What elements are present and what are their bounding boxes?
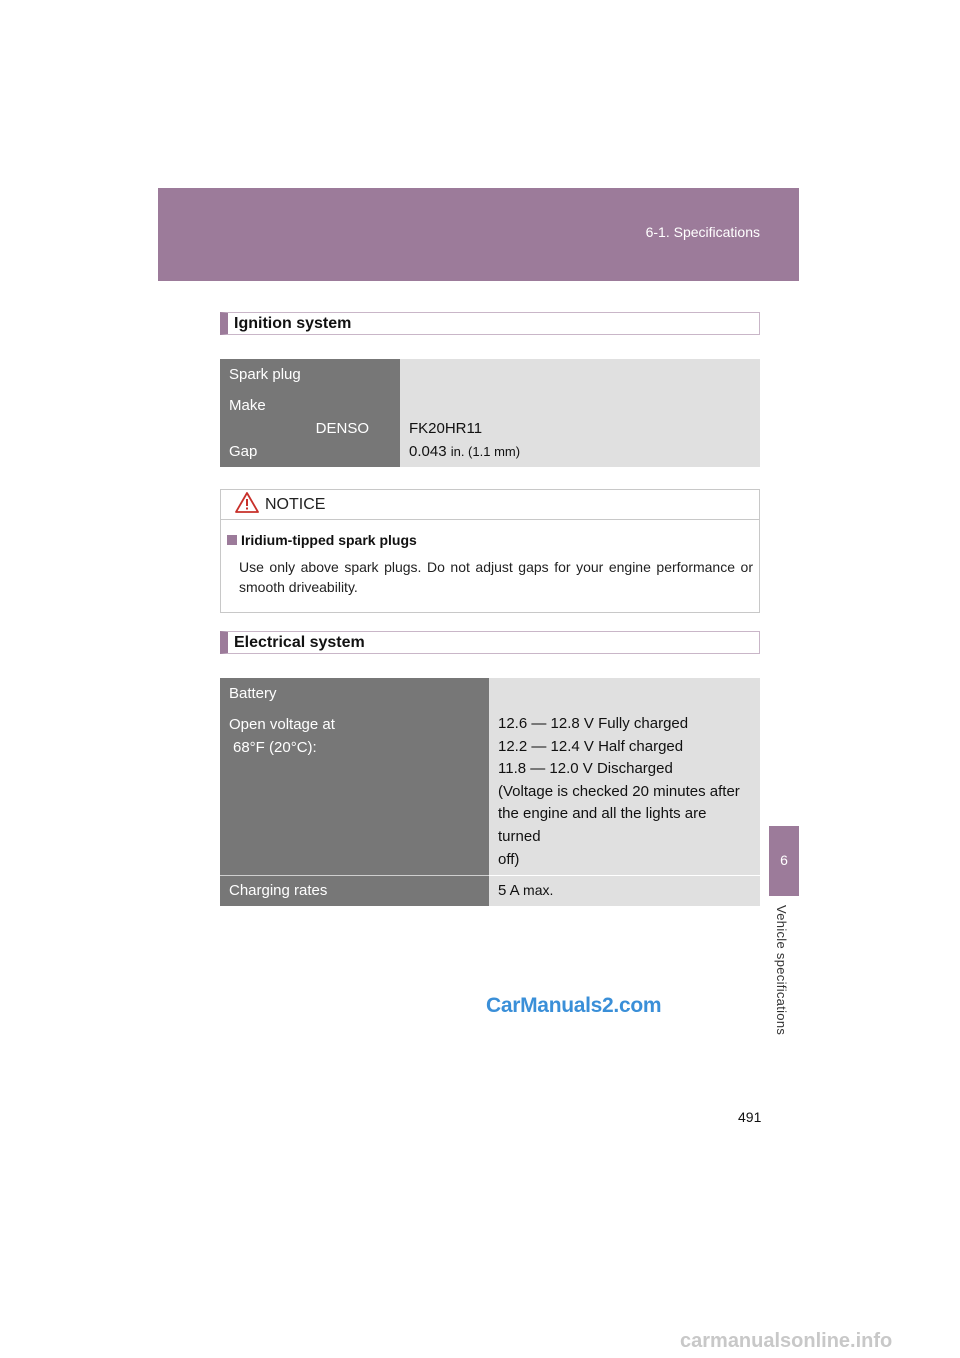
battery-values bbox=[489, 678, 760, 876]
ignition-heading: Ignition system bbox=[220, 312, 760, 335]
notice-body: Use only above spark plugs. Do not adjust gaps for your engine performance or smooth driveability. bbox=[239, 559, 753, 595]
warning-icon bbox=[235, 492, 259, 513]
gap-unit: in. (1.1 mm) bbox=[450, 444, 521, 459]
gap-label: Gap bbox=[229, 443, 258, 460]
electrical-table bbox=[220, 678, 760, 906]
battery-label: Battery bbox=[229, 685, 277, 702]
watermark-link[interactable]: CarManuals2.com bbox=[486, 994, 662, 1017]
table-row bbox=[220, 876, 760, 906]
voltage-line: 11.8 — 12.0 V Discharged bbox=[498, 760, 673, 778]
page-number: 491 bbox=[738, 1109, 762, 1125]
chapter-label: Vehicle specifications bbox=[774, 905, 789, 1036]
make-value: FK20HR11 bbox=[409, 420, 483, 437]
section-title: 6-1. Specifications bbox=[645, 224, 760, 240]
make-brand: DENSO bbox=[315, 420, 369, 437]
voltage-line: the engine and all the lights are turned bbox=[498, 805, 707, 845]
make-label: Make bbox=[229, 397, 266, 414]
charging-label: Charging rates bbox=[220, 876, 489, 906]
table-row bbox=[220, 678, 760, 876]
battery-labels bbox=[220, 678, 489, 876]
footer-watermark: carmanualsonline.info bbox=[680, 1330, 893, 1352]
voltage-label-1: Open voltage at bbox=[229, 716, 335, 733]
notice-header bbox=[221, 490, 759, 520]
voltage-line: (Voltage is checked 20 minutes after bbox=[498, 782, 740, 800]
gap-value: 0.043 bbox=[409, 443, 447, 460]
charging-value-cell bbox=[489, 876, 760, 906]
notice-subheading: Iridium-tipped spark plugs bbox=[227, 532, 759, 548]
gap-value-line bbox=[409, 440, 751, 463]
notice-title: NOTICE bbox=[265, 496, 326, 513]
bullet-square-icon bbox=[227, 535, 237, 545]
charging-value: 5 A bbox=[498, 882, 519, 900]
spark-plug-label: Spark plug bbox=[229, 366, 301, 383]
chapter-tab[interactable]: 6 bbox=[769, 826, 799, 896]
voltage-label-2: 68°F (20°C): bbox=[233, 739, 317, 756]
table-row bbox=[220, 359, 760, 467]
spark-plug-labels bbox=[220, 359, 400, 467]
ignition-table bbox=[220, 359, 760, 467]
spark-plug-values bbox=[400, 359, 760, 467]
electrical-heading: Electrical system bbox=[220, 631, 760, 654]
voltage-line: 12.2 — 12.4 V Half charged bbox=[498, 737, 684, 755]
charging-unit: max. bbox=[523, 882, 554, 899]
voltage-line: off) bbox=[498, 850, 520, 868]
voltage-line: 12.6 — 12.8 V Fully charged bbox=[498, 715, 689, 732]
notice-box bbox=[220, 489, 760, 613]
header-bar bbox=[158, 188, 799, 281]
